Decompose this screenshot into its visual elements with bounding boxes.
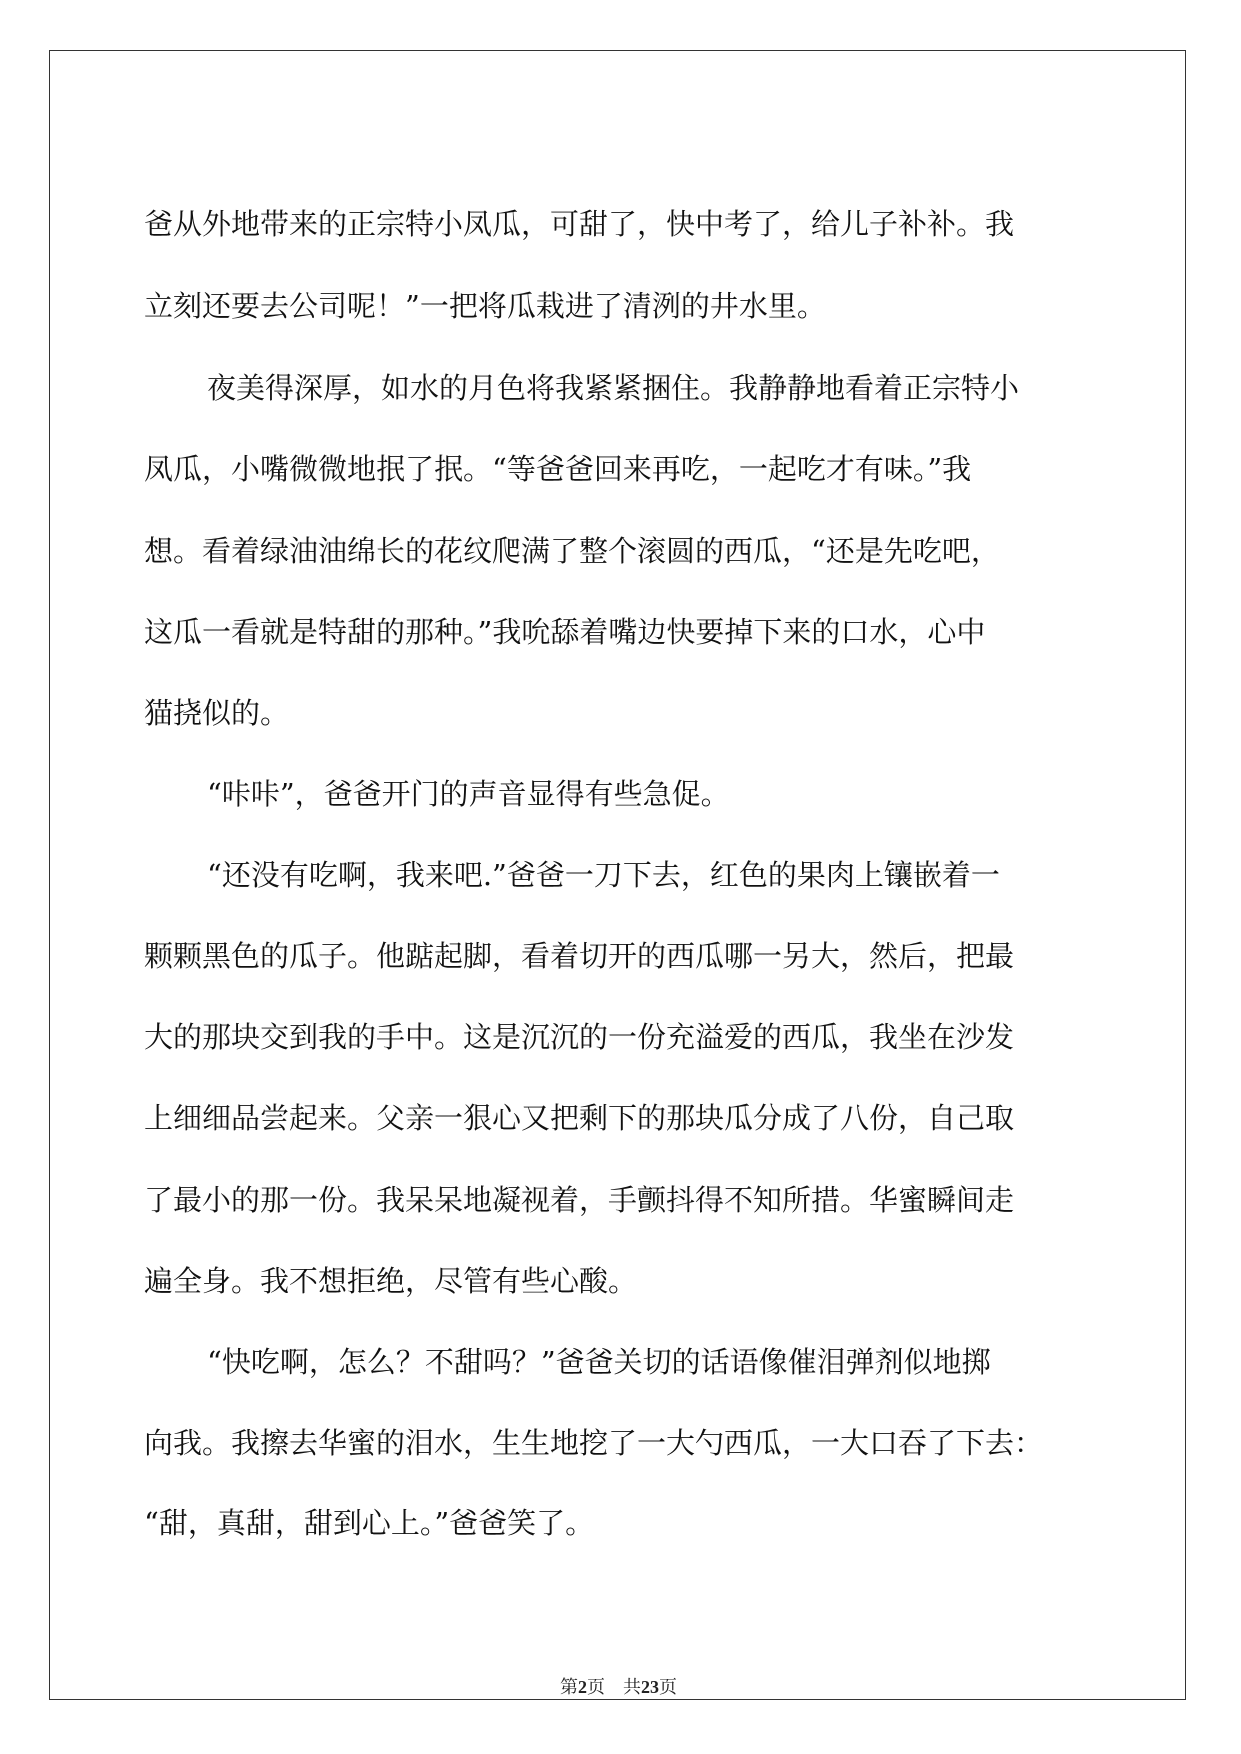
text-line: 这瓜一看就是特甜的那种。”我吮舔着嘴边快要掉下来的口水，心中	[144, 615, 986, 649]
total-pages-prefix: 共	[623, 1677, 641, 1697]
page-footer	[50, 1675, 1187, 1699]
total-pages-suffix: 页	[659, 1677, 677, 1697]
page-number-prefix: 第	[560, 1677, 578, 1697]
page-number-suffix: 页	[587, 1677, 605, 1697]
text-line: 上细细品尝起来。父亲一狠心又把剩下的那块瓜分成了八份，自己取	[144, 1101, 1015, 1135]
text-line: 了最小的那一份。我呆呆地凝视着，手颤抖得不知所措。华蜜瞬间走	[144, 1183, 1015, 1217]
text-line: “快吃啊，怎么？不甜吗？”爸爸关切的话语像催泪弹剂似地掷	[207, 1345, 991, 1379]
total-pages: 23	[641, 1677, 659, 1697]
text-line: 想。看着绿油油绵长的花纹爬满了整个滚圆的西瓜，“还是先吃吧，	[144, 534, 1000, 568]
text-line: 大的那块交到我的手中。这是沉沉的一份充溢爱的西瓜，我坐在沙发	[144, 1020, 1015, 1054]
text-line: 爸从外地带来的正宗特小凤瓜，可甜了，快中考了，给儿子补补。我	[144, 207, 1015, 241]
text-line: 立刻还要去公司呢！”一把将瓜栽进了清洌的井水里。	[144, 289, 826, 323]
text-line: 夜美得深厚，如水的月色将我紧紧捆住。我静静地看着正宗特小	[207, 371, 1020, 405]
text-line: 猫挠似的。	[144, 696, 290, 730]
text-line: “还没有吃啊，我来吧.”爸爸一刀下去，红色的果肉上镶嵌着一	[207, 858, 1000, 892]
text-line: 遍全身。我不想拒绝，尽管有些心酸。	[144, 1264, 638, 1298]
text-line: 凤瓜，小嘴微微地抿了抿。“等爸爸回来再吃，一起吃才有味。”我	[144, 452, 972, 486]
page-frame	[49, 50, 1186, 1700]
page-number: 2	[578, 1677, 587, 1697]
text-line: 颗颗黑色的瓜子。他踮起脚，看着切开的西瓜哪一另大，然后，把最	[144, 939, 1015, 973]
text-line: “咔咔”，爸爸开门的声音显得有些急促。	[207, 777, 730, 811]
text-line: “甜，真甜，甜到心上。”爸爸笑了。	[144, 1506, 595, 1540]
text-line: 向我。我擦去华蜜的泪水，生生地挖了一大勺西瓜，一大口吞了下去：	[144, 1426, 1044, 1460]
